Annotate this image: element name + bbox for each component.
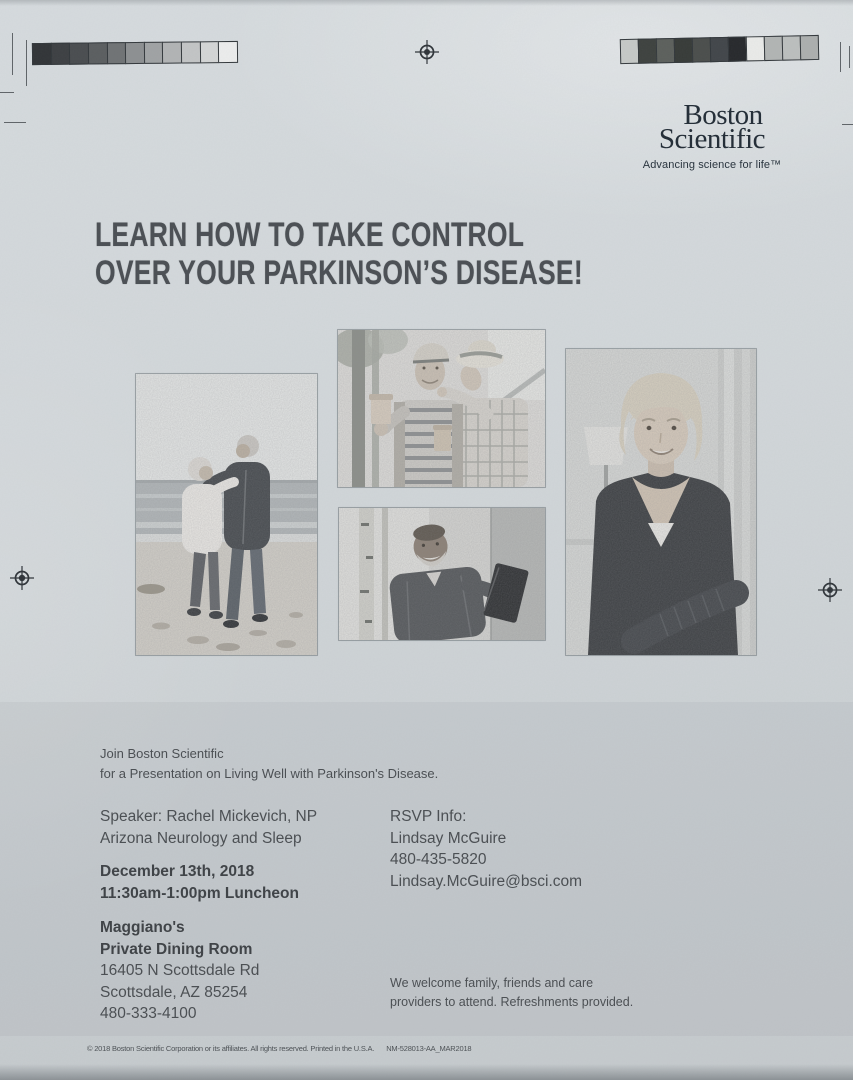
footer [87,1044,471,1053]
crop-mark [849,46,850,68]
calibration-swatch [125,42,145,64]
calibration-swatch [728,36,748,61]
calibration-swatch [218,41,238,63]
calibration-swatch [51,43,71,65]
event-date: December 13th, 2018 [100,863,255,880]
calibration-swatch [710,37,730,62]
footer-copyright: © 2018 Boston Scientific Corporation or its affiliates. All rights reserved. Printed in the U.S.A. [87,1044,375,1053]
boston-scientific-logo [632,99,792,171]
photo-man-reading-tablet [339,508,545,640]
photo-elderly-couple-beach [136,374,317,655]
speaker-line: Speaker: Rachel Mickevich, NP [100,808,318,825]
calibration-swatch [782,35,802,60]
calibration-swatch [620,39,640,64]
venue-address-line: Scottsdale, AZ 85254 [100,983,248,1001]
welcome-note [390,974,633,1012]
intro-text [100,744,438,783]
calibration-swatch [656,38,676,63]
crop-mark [840,42,841,72]
crop-mark [842,124,853,125]
calibration-swatch [162,42,182,64]
logo-word-boston: Boston [683,99,763,131]
headline-line-2: OVER YOUR PARKINSON’S DISEASE! [95,254,583,292]
speaker-info [100,806,317,849]
logo-tagline: Advancing science for life™ [642,159,782,171]
rsvp-heading: RSVP Info: [390,808,467,825]
venue-address-line: 16405 N Scottsdale Rd [100,962,260,979]
crop-mark [4,122,26,123]
photo-couple-coffee-kiss [338,330,545,487]
calibration-swatch [638,38,658,63]
rsvp-email: Lindsay.McGuire@bsci.com [390,872,583,890]
venue-phone: 480-333-4100 [100,1005,197,1022]
crop-mark [0,92,14,93]
crop-mark [12,33,13,75]
calibration-swatch [746,36,766,61]
headline [95,216,583,292]
headline-line-1: LEARN HOW TO TAKE CONTROL [95,216,525,254]
venue-room: Private Dining Room [100,940,253,958]
registration-mark-icon [415,40,439,64]
logo-word-scientific: Scientific [658,123,766,155]
calibration-swatch [764,36,784,61]
color-calibration-bar [621,35,819,64]
event-time: 11:30am-1:00pm Luncheon [100,884,299,902]
calibration-swatch [692,37,712,62]
calibration-swatch [800,35,820,60]
calibration-swatch [200,41,220,63]
speaker-line: Arizona Neurology and Sleep [100,829,302,847]
calibration-swatch [32,43,52,65]
registration-mark-icon [10,566,34,590]
footer-part-number: NM-528013-AA_MAR2018 [386,1044,472,1053]
calibration-swatch [88,42,108,64]
crop-mark [26,40,27,86]
date-time-info [100,861,299,904]
welcome-line: providers to attend. Refreshments provided. [390,995,634,1009]
rsvp-contact-name: Lindsay McGuire [390,829,507,847]
scan-edge-bottom [0,1064,853,1080]
calibration-swatch [144,42,164,64]
registration-mark-icon [818,578,842,602]
calibration-swatch [181,41,201,63]
calibration-swatch [674,38,694,63]
venue-name: Maggiano's [100,919,185,936]
rsvp-info [390,806,582,892]
venue-info [100,917,259,1025]
calibration-swatch [106,42,126,64]
intro-line: Join Boston Scientific [100,746,224,761]
rsvp-phone: 480-435-5820 [390,851,487,868]
photo-woman-portrait [566,349,756,655]
scan-edge-top [0,0,853,6]
grayscale-calibration-bar [33,41,238,65]
calibration-swatch [69,42,89,64]
intro-line: for a Presentation on Living Well with Parkinson's Disease. [100,765,439,781]
welcome-line: We welcome family, friends and care [390,976,594,990]
